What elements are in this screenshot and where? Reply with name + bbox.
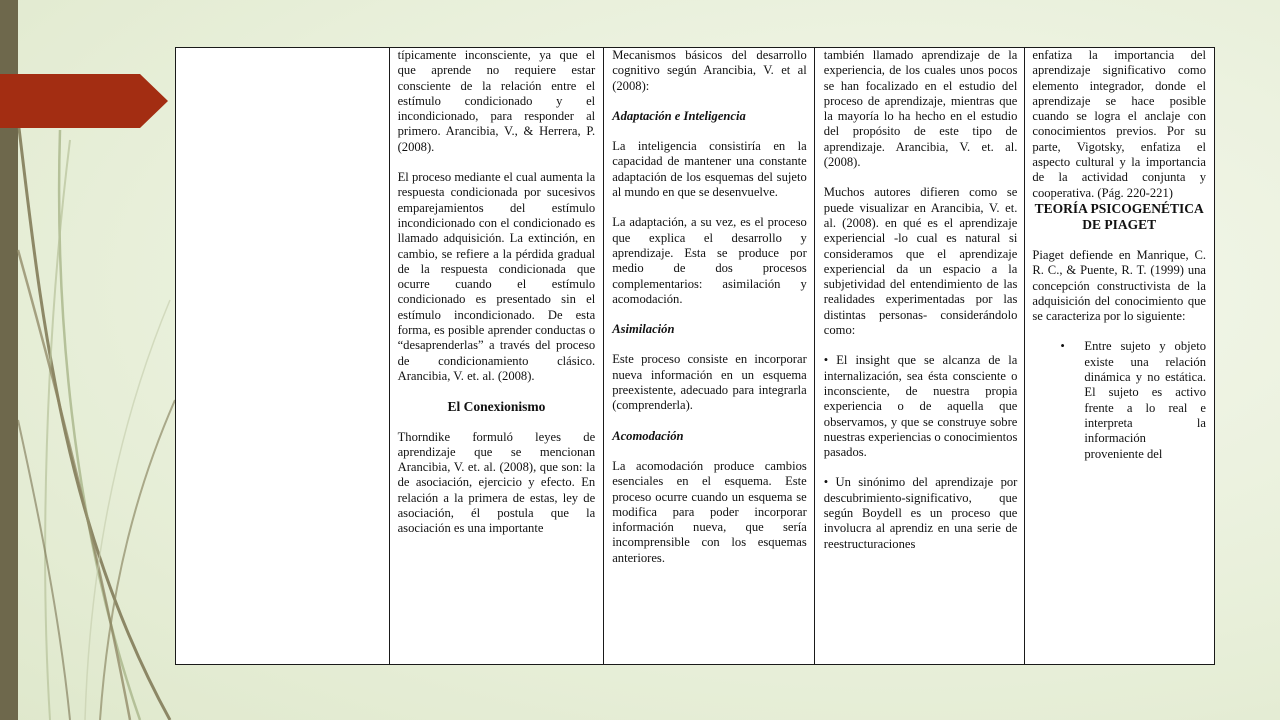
paragraph: típicamente inconsciente, ya que el que aprende no requiere estar consciente de la relación entre el estímulo condicionado y el incondicionado, para responder al primero. Arancibia, V., & Herrera, P. (2008). [397,48,596,154]
paragraph: Piaget defiende en Manrique, C. R. C., & Puente, R. T. (1999) una concepción constructivista de la adquisición del conocimiento que se caracteriza por lo siguiente: [1032,247,1207,324]
bullet-icon: • [1060,339,1065,354]
paragraph: Este proceso consiste en incorporar nueva información en un esquema preexistente, adecuado para integrarla (comprenderla). [612,352,807,413]
paragraph: El proceso mediante el cual aumenta la respuesta condicionada por sucesivos emparejamientos del estímulo incondicionado con el condicionado es llamado adquisición. La extinción, en cambio, se refiere a la pérdida gradual de la respuesta condicionada que ocurre cuando el estímulo condicionado es presentado sin el estímulo incondicionado. De esta forma, es posible aprender conductas o “desaprenderlas” a través del proceso de condicionamiento clásico. Arancibia, V. et. al. (2008). [397,170,596,383]
paragraph: La adaptación, a su vez, es el proceso que explica el desarrollo y aprendizaje. Esta se produce por medio de dos procesos complementarios: asimilación y acomodación. [612,215,807,306]
table-column-conductismo [389,48,604,664]
table-column-empty [176,48,389,664]
document-table [175,47,1215,665]
paragraph: enfatiza la importancia del aprendizaje significativo como elemento integrador, donde el aprendizaje se hace posible cuando se logra el anclaje con conocimientos previos. Por su parte, Vigotsky, enfatiza el aspecto cultural y la importancia de la actividad conjunta y cooperativa. (Pág. 220-221) [1032,48,1207,200]
table-column-piaget-mechanisms [603,48,814,664]
table-column-experiential [814,48,1025,664]
paragraph: Muchos autores difieren como se puede visualizar en Arancibia, V. et. al. (2008). en qué es el aprendizaje experiencial -lo cual es natural si consideramos que el aprendizaje experiencial da un espacio a la subjetividad del entendimiento de las realidades experimentadas por las distintas personas- considerándolo como: [823,185,1018,338]
paragraph: Mecanismos básicos del desarrollo cognitivo según Arancibia, V. et al (2008): [612,48,807,93]
section-heading: TEORÍA PSICOGENÉTICA DE PIAGET [1034,200,1204,232]
section-heading: El Conexionismo [447,399,546,415]
paragraph: La inteligencia consistiría en la capacidad de mantener una constante adaptación de los esquemas del sujeto al mundo en que se desenvuelve. [612,139,807,200]
bullet-paragraph: • El insight que se alcanza de la internalización, sea ésta consciente o inconsciente, de nuestra propia experiencia o de aquella que observamos, y que se construye sobre nuestras experiencias o conocimientos pasados. [823,353,1018,460]
paragraph: La acomodación produce cambios esenciales en el esquema. Este proceso ocurre cuando un esquema se modifica para poder incorporar información nueva, que sería incomprensible con los esquemas anteriores. [612,458,807,565]
list-item [1060,339,1206,461]
section-heading: Acomodación [612,428,684,443]
paragraph: también llamado aprendizaje de la experiencia, de los cuales unos pocos se han focalizado en el estudio del proceso de aprendizaje, mientras que la mayoría lo ha hecho en el estudio del propósito de este tipo de aprendizaje. Arancibia, V. et. al. (2008). [823,48,1018,170]
section-heading: Asimilación [612,322,675,337]
list-item-text: Entre sujeto y objeto existe una relación dinámica y no estática. El sujeto es activo frente a lo real e interpreta la información proveniente del [1084,339,1207,461]
section-heading: Adaptación e Inteligencia [612,108,746,123]
table-column-psychogenetic [1024,48,1214,664]
accent-arrow-shape [0,74,168,128]
paragraph: Thorndike formuló leyes de aprendizaje que se mencionan Arancibia, V. et. al. (2008), que son: la de asociación, ejercicio y efecto. En relación a la primera de estas, ley de asociación, él postula que la asociación es una importante [397,429,596,536]
bullet-paragraph: • Un sinónimo del aprendizaje por descubrimiento-significativo, que según Boydell es un proceso que involucra al aprendiz en una serie de reestructuraciones [823,475,1018,551]
